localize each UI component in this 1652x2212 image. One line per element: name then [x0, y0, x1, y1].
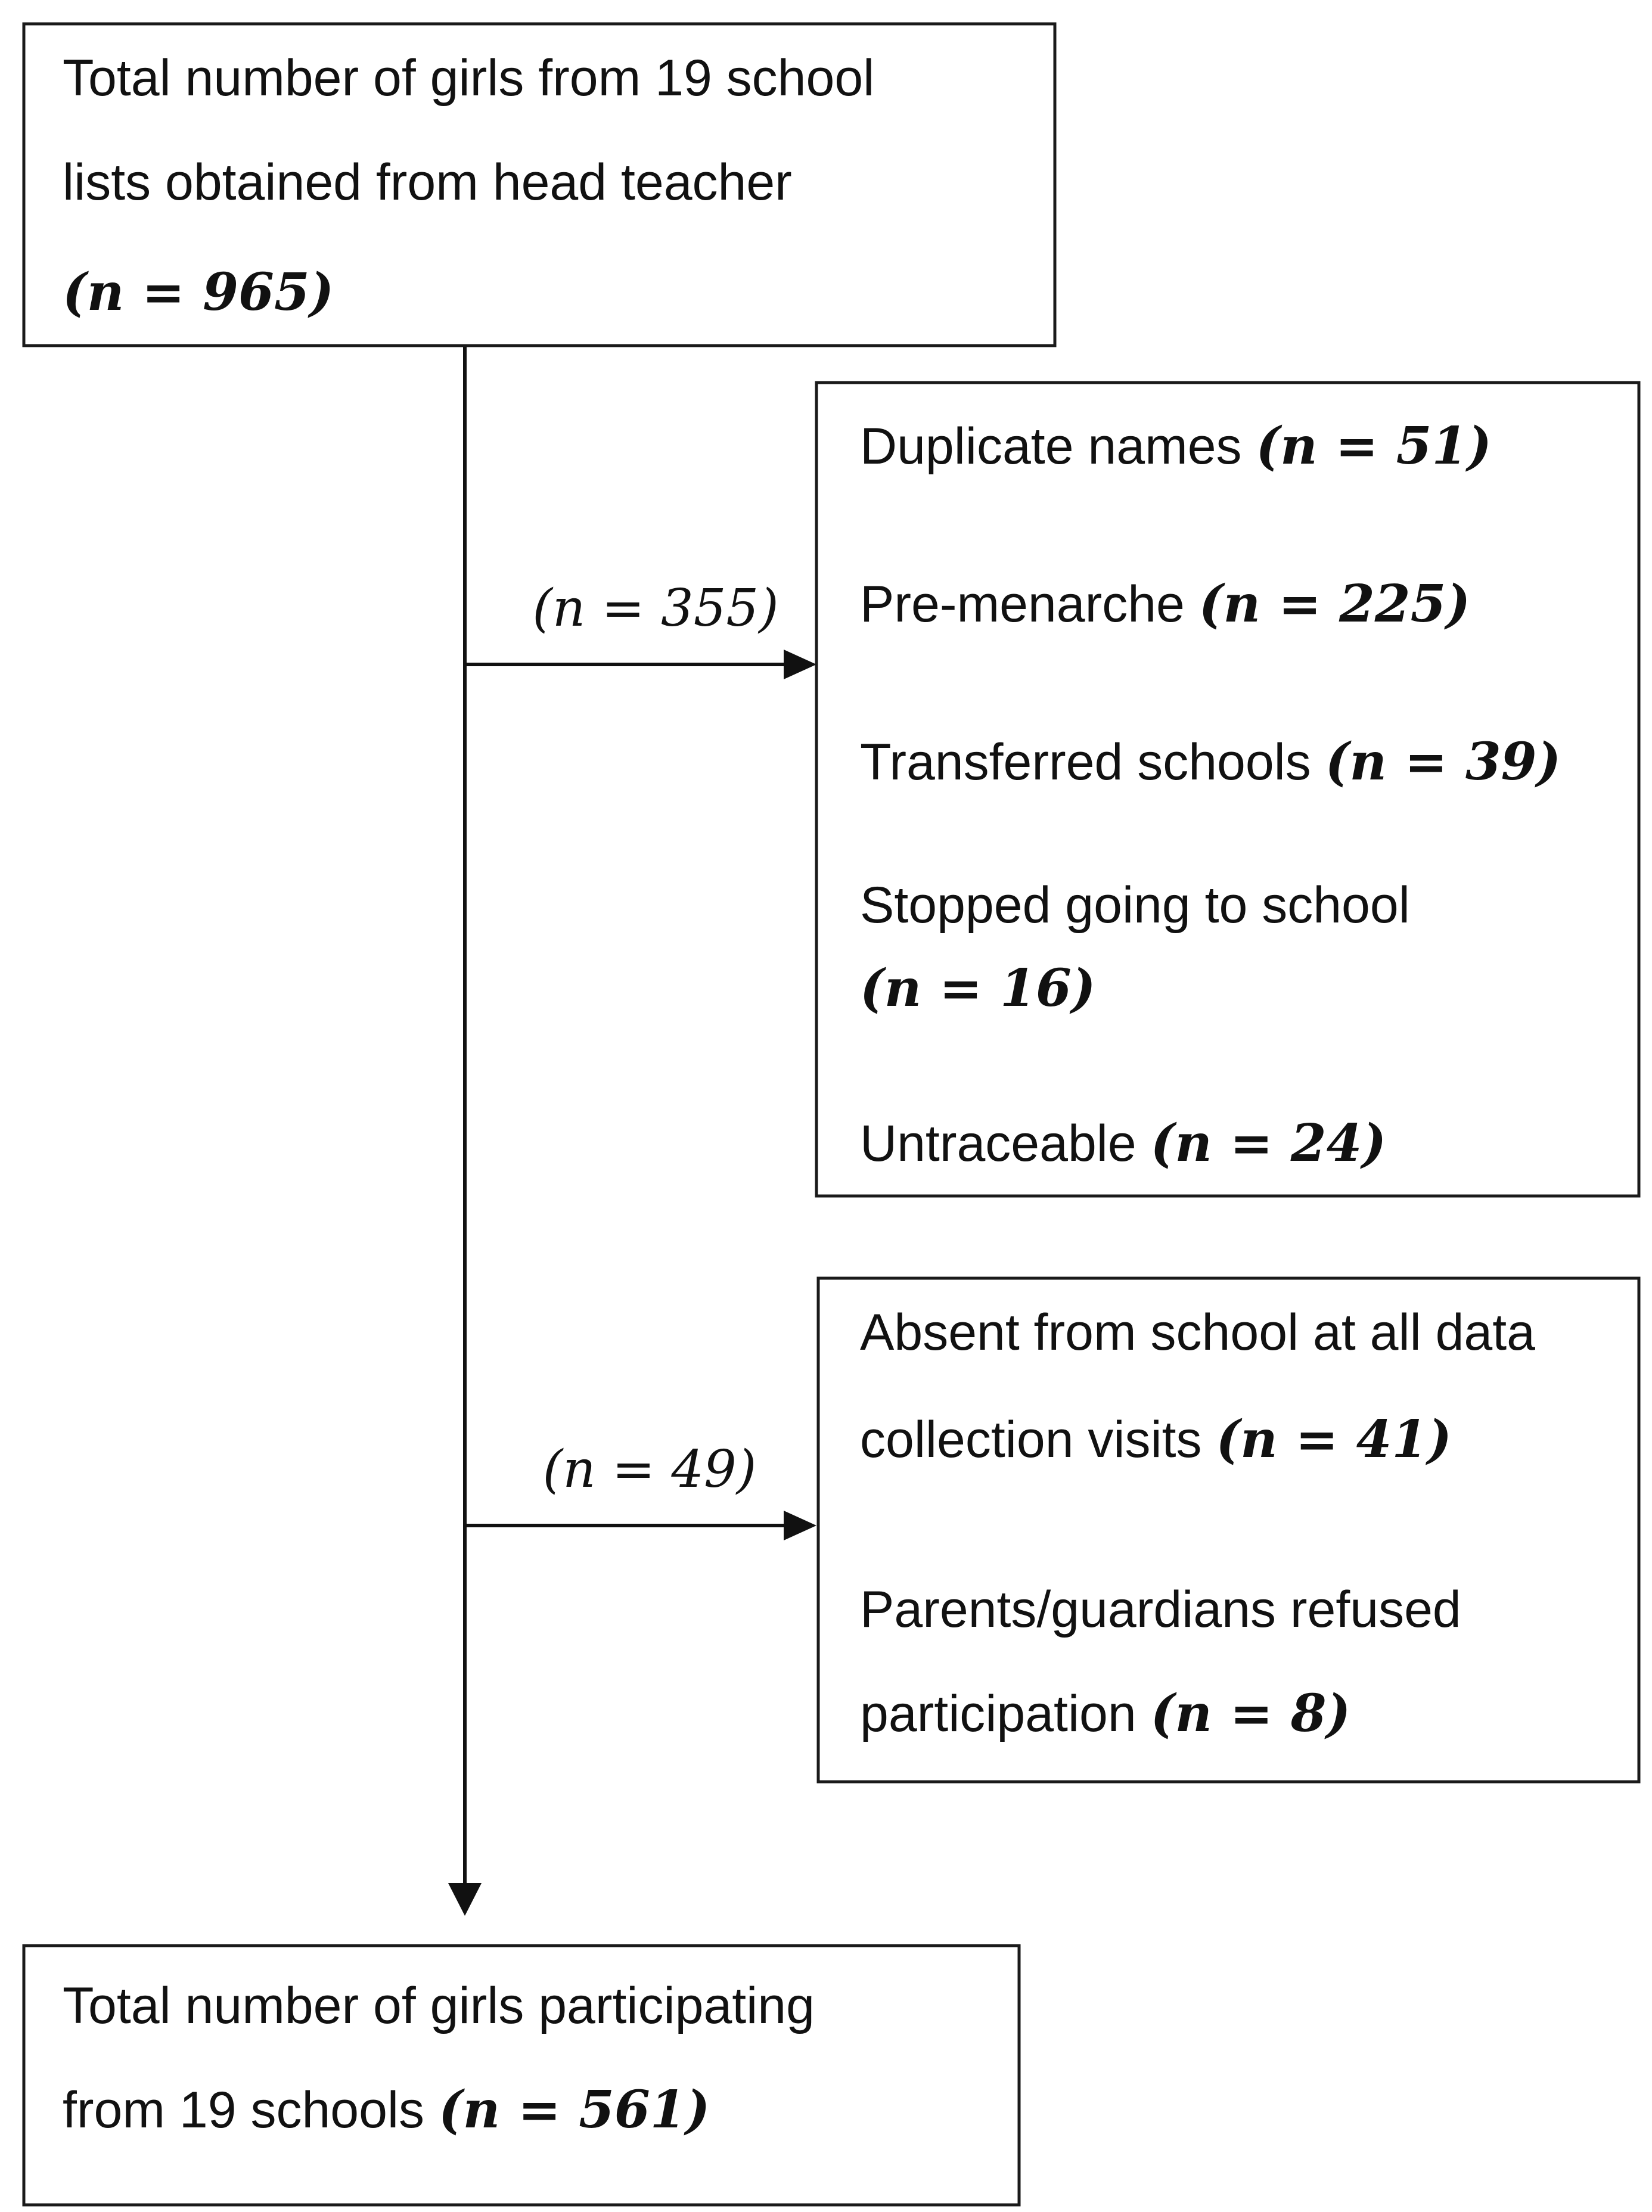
exclusion-absent-line2: collection visits (n = 41): [860, 1409, 1452, 1470]
exclusion-stopped-school-n: (n = 16): [860, 958, 1096, 1018]
exclusion-refused-line2: participation (n = 8): [860, 1683, 1351, 1744]
branch-2-arrowhead: [784, 1511, 816, 1540]
exclusion-refused-line1: Parents/guardians refused: [860, 1581, 1461, 1638]
exclusion-absent-line1: Absent from school at all data: [860, 1304, 1535, 1361]
node-total-listed-line1: Total number of girls from 19 school: [63, 49, 875, 107]
node-total-participating-line1: Total number of girls participating: [63, 1977, 815, 2034]
node-total-participating: [24, 1946, 1019, 2205]
node-exclusions-2: [818, 1278, 1639, 1782]
exclusion-pre-menarche: Pre-menarche (n = 225): [860, 574, 1471, 634]
node-total-listed: [24, 24, 1055, 346]
exclusion-duplicate-names: Duplicate names (n = 51): [860, 416, 1492, 476]
exclusion-stopped-school: Stopped going to school: [860, 877, 1410, 934]
node-exclusions-1: [816, 383, 1639, 1196]
branch-1-arrowhead: [784, 650, 816, 679]
main-flow-arrowhead: [448, 1883, 482, 1916]
node-total-participating-line2: from 19 schools (n = 561): [63, 2080, 710, 2140]
node-total-listed-line2: lists obtained from head teacher: [63, 154, 792, 211]
node-total-listed-n: (n = 965): [63, 262, 334, 322]
branch-2-label: (n = 49): [542, 1440, 757, 1499]
branch-1-label: (n = 355): [532, 579, 779, 638]
exclusion-transferred-schools: Transferred schools (n = 39): [860, 732, 1561, 792]
exclusion-untraceable: Untraceable (n = 24): [860, 1113, 1387, 1173]
